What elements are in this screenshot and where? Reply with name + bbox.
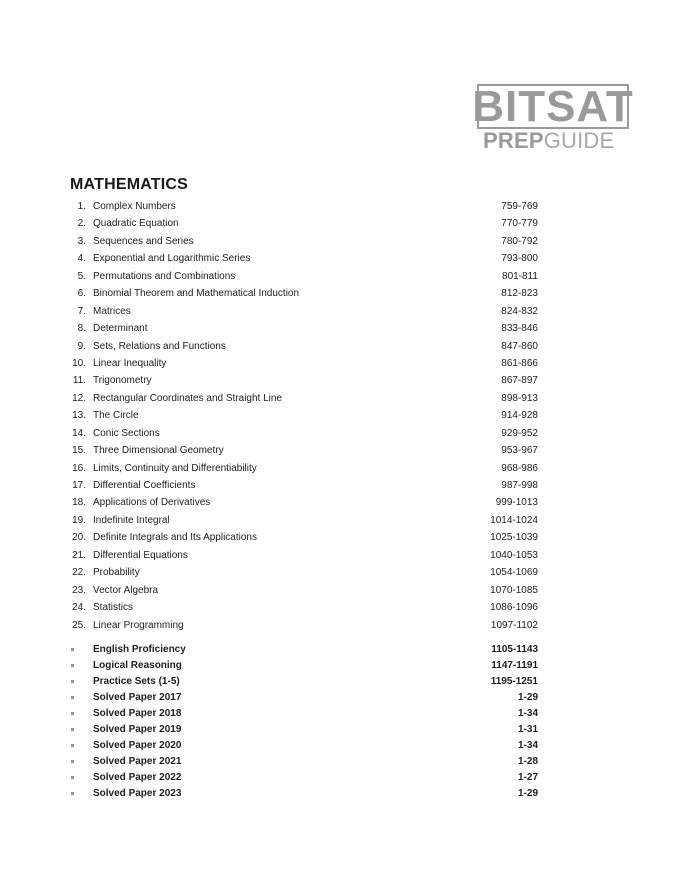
- chapter-title: Three Dimensional Geometry: [93, 445, 224, 457]
- chapter-title: Quadratic Equation: [93, 218, 179, 230]
- chapter-row: [56, 285, 540, 302]
- chapter-row: [56, 599, 540, 616]
- section-title: MATHEMATICS: [70, 176, 189, 193]
- chapter-number: 7.: [77, 305, 86, 317]
- extra-row: [56, 786, 540, 802]
- chapter-number: 11.: [72, 375, 86, 387]
- extra-row: [56, 658, 540, 674]
- chapter-title: The Circle: [93, 410, 139, 422]
- chapter-number: 22.: [72, 567, 86, 579]
- extra-pages: 1147-1191: [491, 660, 538, 671]
- chapter-row: [56, 617, 540, 634]
- chapter-title: Definite Integrals and Its Applications: [93, 532, 257, 544]
- chapter-row: [56, 303, 540, 320]
- extra-row: [56, 754, 540, 770]
- chapter-number: 12.: [72, 392, 86, 404]
- chapter-number: 10.: [72, 357, 86, 369]
- chapter-row: [56, 233, 540, 250]
- bullet-icon: [71, 776, 74, 779]
- chapter-pages: 987-998: [501, 480, 538, 491]
- bullet-icon: [71, 744, 74, 747]
- chapter-title: Binomial Theorem and Mathematical Induction: [93, 288, 300, 300]
- chapter-number: 17.: [72, 480, 86, 491]
- chapter-row: [56, 425, 540, 442]
- bitsat-logo: [472, 81, 634, 131]
- chapter-number: 3.: [77, 235, 86, 247]
- chapter-pages: 1025-1039: [490, 532, 538, 544]
- extra-row: [56, 738, 540, 754]
- chapter-pages: 1097-1102: [490, 619, 538, 631]
- chapter-number: 5.: [77, 270, 86, 282]
- chapter-pages: 780-792: [501, 235, 538, 247]
- extra-row: [56, 706, 540, 722]
- chapter-pages: 847-860: [501, 340, 538, 352]
- chapter-row: [56, 215, 540, 232]
- extra-title: Practice Sets (1-5): [93, 676, 180, 687]
- bullet-icon: [71, 792, 74, 795]
- chapter-row: [56, 320, 540, 337]
- bullet-icon: [71, 728, 74, 731]
- chapter-row: [56, 494, 540, 511]
- chapter-pages: 898-913: [501, 392, 538, 404]
- chapter-title: Vector Algebra: [93, 584, 159, 596]
- extra-pages: 1-29: [517, 692, 538, 703]
- chapter-number: 21.: [72, 549, 86, 561]
- logo-main-text: BITSAT: [472, 81, 634, 131]
- bullet-icon: [71, 760, 74, 763]
- extra-pages: 1-34: [517, 708, 538, 719]
- chapter-row: [56, 390, 540, 407]
- chapter-pages: 929-952: [501, 427, 538, 439]
- chapter-row: [56, 529, 540, 546]
- chapter-row: [56, 442, 540, 459]
- chapter-pages: 999-1013: [495, 497, 538, 509]
- extra-pages: 1-31: [517, 724, 538, 735]
- chapter-list: [56, 198, 540, 634]
- chapter-title: Permutations and Combinations: [93, 270, 236, 282]
- chapter-number: 4.: [77, 253, 86, 265]
- chapter-number: 25.: [72, 619, 86, 631]
- chapter-title: Differential Equations: [93, 549, 188, 561]
- chapter-title: Indefinite Integral: [93, 514, 170, 526]
- extra-pages: 1-34: [517, 740, 538, 751]
- chapter-number: 18.: [72, 497, 86, 509]
- chapter-row: [56, 512, 540, 529]
- chapter-number: 20.: [72, 532, 86, 544]
- chapter-number: 23.: [72, 584, 86, 596]
- extra-title: Solved Paper 2023: [93, 788, 182, 799]
- chapter-pages: 861-866: [501, 357, 538, 369]
- chapter-title: Linear Programming: [93, 619, 184, 631]
- extra-row: [56, 722, 540, 738]
- chapter-pages: 759-769: [501, 201, 538, 212]
- extra-title: Solved Paper 2021: [93, 756, 182, 767]
- chapter-title: Sequences and Series: [93, 235, 194, 247]
- logo-subtitle: [483, 130, 623, 152]
- chapter-pages: 1040-1053: [490, 549, 538, 561]
- chapter-number: 8.: [77, 323, 86, 335]
- extras-list: [56, 642, 540, 802]
- bullet-icon: [71, 712, 74, 715]
- chapter-number: 24.: [72, 602, 86, 614]
- extra-pages: 1-29: [517, 788, 538, 799]
- bullet-icon: [71, 680, 74, 683]
- extra-title: Solved Paper 2019: [93, 724, 182, 735]
- extra-row: [56, 674, 540, 690]
- extra-pages: 1105-1143: [491, 644, 538, 655]
- extra-title: English Proficiency: [93, 644, 186, 655]
- extra-title: Solved Paper 2018: [93, 708, 182, 719]
- chapter-number: 15.: [72, 445, 86, 457]
- chapter-row: [56, 477, 540, 494]
- chapter-pages: 867-897: [501, 375, 538, 387]
- chapter-title: Determinant: [93, 323, 148, 335]
- chapter-row: [56, 268, 540, 285]
- extra-pages: 1-27: [517, 772, 538, 783]
- chapter-pages: 1054-1069: [490, 567, 538, 579]
- chapter-pages: 812-823: [501, 288, 538, 300]
- chapter-row: [56, 582, 540, 599]
- bullet-icon: [71, 664, 74, 667]
- extra-pages: 1195-1251: [490, 676, 538, 687]
- chapter-pages: 770-779: [501, 218, 538, 230]
- chapter-number: 14.: [72, 427, 86, 439]
- extra-row: [56, 642, 540, 658]
- chapter-pages: 801-811: [502, 270, 538, 282]
- chapter-number: 19.: [72, 514, 86, 526]
- extra-pages: 1-28: [517, 756, 538, 767]
- chapter-number: 6.: [77, 288, 86, 300]
- chapter-row: [56, 198, 540, 215]
- chapter-title: Differential Coefficients: [93, 480, 196, 491]
- chapter-title: Matrices: [93, 305, 131, 317]
- chapter-title: Rectangular Coordinates and Straight Line: [93, 392, 283, 404]
- chapter-title: Trigonometry: [93, 375, 152, 387]
- bullet-icon: [71, 648, 74, 651]
- extra-title: Solved Paper 2022: [93, 772, 182, 783]
- chapter-pages: 833-846: [501, 323, 538, 335]
- extra-row: [56, 690, 540, 706]
- chapter-title: Sets, Relations and Functions: [93, 340, 226, 352]
- chapter-pages: 914-928: [501, 410, 538, 422]
- chapter-row: [56, 338, 540, 355]
- chapter-number: 16.: [72, 462, 86, 474]
- chapter-title: Limits, Continuity and Differentiability: [93, 462, 257, 474]
- chapter-title: Probability: [93, 567, 140, 579]
- extra-row: [56, 770, 540, 786]
- chapter-row: [56, 407, 540, 424]
- chapter-title: Applications of Derivatives: [93, 497, 211, 509]
- chapter-row: [56, 547, 540, 564]
- chapter-row: [56, 355, 540, 372]
- chapter-row: [56, 564, 540, 581]
- chapter-pages: 1070-1085: [490, 584, 538, 596]
- logo-sub-bold: PREP: [483, 128, 544, 153]
- extra-title: Solved Paper 2017: [93, 692, 182, 703]
- extra-title: Logical Reasoning: [93, 660, 182, 671]
- chapter-pages: 1086-1096: [490, 602, 538, 614]
- chapter-number: 1.: [77, 201, 86, 212]
- chapter-pages: 1014-1024: [490, 514, 538, 526]
- chapter-pages: 968-986: [501, 462, 538, 474]
- chapter-title: Statistics: [93, 602, 134, 614]
- chapter-row: [56, 250, 540, 267]
- chapter-row: [56, 460, 540, 477]
- chapter-title: Exponential and Logarithmic Series: [93, 253, 251, 265]
- chapter-pages: 824-832: [501, 305, 538, 317]
- chapter-pages: 793-800: [501, 253, 538, 265]
- chapter-number: 13.: [72, 410, 86, 422]
- bullet-icon: [71, 696, 74, 699]
- chapter-title: Linear Inequality: [93, 357, 167, 369]
- logo-sub-light: GUIDE: [543, 128, 615, 153]
- extra-title: Solved Paper 2020: [93, 740, 182, 751]
- chapter-row: [56, 372, 540, 389]
- chapter-title: Complex Numbers: [93, 201, 176, 212]
- chapter-pages: 953-967: [501, 445, 538, 457]
- chapter-title: Conic Sections: [93, 427, 160, 439]
- chapter-number: 2.: [77, 218, 86, 230]
- chapter-number: 9.: [77, 340, 86, 352]
